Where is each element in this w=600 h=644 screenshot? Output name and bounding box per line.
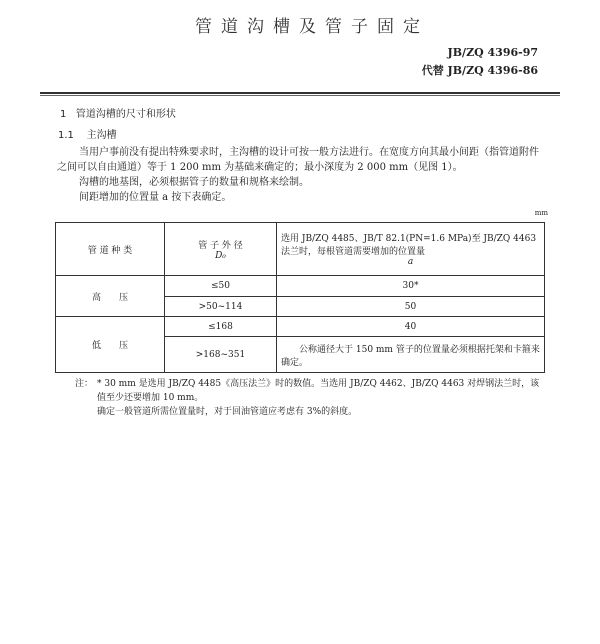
header-diameter	[165, 223, 277, 276]
note-2: 确定一般管道所需位置量时，对于回油管道应考虑有 3%的斜度。	[97, 407, 358, 417]
amount-cell: 公称通径大于 150 mm 管子的位置量必须根据托架和卡箍来确定。	[277, 337, 545, 373]
header-diameter-symbol: D₀	[215, 250, 226, 261]
header-diameter-label: 管 子 外 径	[198, 240, 243, 251]
document-title: 管道沟槽及管子固定	[195, 17, 429, 37]
amount-cell: 50	[277, 297, 545, 317]
header-amount	[277, 223, 545, 276]
header-rule	[40, 92, 560, 96]
section-number: 1.1	[58, 130, 74, 141]
replaces-standard: 代替 JB/ZQ 4396-86	[421, 64, 538, 77]
diameter-cell: ≤168	[165, 317, 277, 337]
standard-number: JB/ZQ 4396-97	[447, 46, 538, 59]
amount-cell: 30*	[277, 276, 545, 297]
note-label: 注：	[75, 379, 94, 389]
diameter-cell: ≤50	[165, 276, 277, 297]
note-1: * 30 mm 是选用 JB/ZQ 4485《高压法兰》时的数值。当选用 JB/ZQ 4462、JB/ZQ 4463 对焊钢法兰时，该值至少还要增加 10 mm。	[97, 379, 540, 403]
type-cell: 高 压	[56, 276, 165, 317]
diameter-cell: >168~351	[165, 337, 277, 373]
table-row	[56, 317, 545, 337]
header-type: 管 道 种 类	[56, 223, 165, 276]
diameter-cell: >50~114	[165, 297, 277, 317]
header-amount-label: 选用 JB/ZQ 4485、JB/T 82.1(PN=1.6 MPa)至 JB/ZQ 4463 法兰时，每根管道需要增加的位置量	[281, 234, 537, 257]
table-header-row	[56, 223, 545, 276]
section-1-1-heading	[58, 126, 117, 141]
section-title: 管道沟槽的尺寸和形状	[75, 109, 176, 120]
table-row	[56, 276, 545, 297]
section-1-heading	[60, 105, 176, 120]
header-amount-symbol: a	[407, 257, 414, 267]
paragraph: 沟槽的地基图，必须根据管子的数量和规格来绘制。	[79, 177, 309, 188]
unit-label: mm	[534, 209, 548, 217]
section-number: 1	[60, 109, 67, 120]
section-title: 主沟槽	[86, 130, 117, 141]
amount-cell: 40	[277, 317, 545, 337]
paragraph: 间距增加的位置量 a 按下表确定。	[79, 192, 232, 203]
position-table	[55, 222, 545, 373]
paragraph: 当用户事前没有提出特殊要求时，主沟槽的设计可按一般方法进行。在宽度方向其最小间距（指管道附件之间可以自由通道）等于 1 200 mm 为基础来确定的；最小深度为 2 000 mm（见图 1）。	[57, 147, 539, 173]
type-cell: 低 压	[56, 317, 165, 373]
